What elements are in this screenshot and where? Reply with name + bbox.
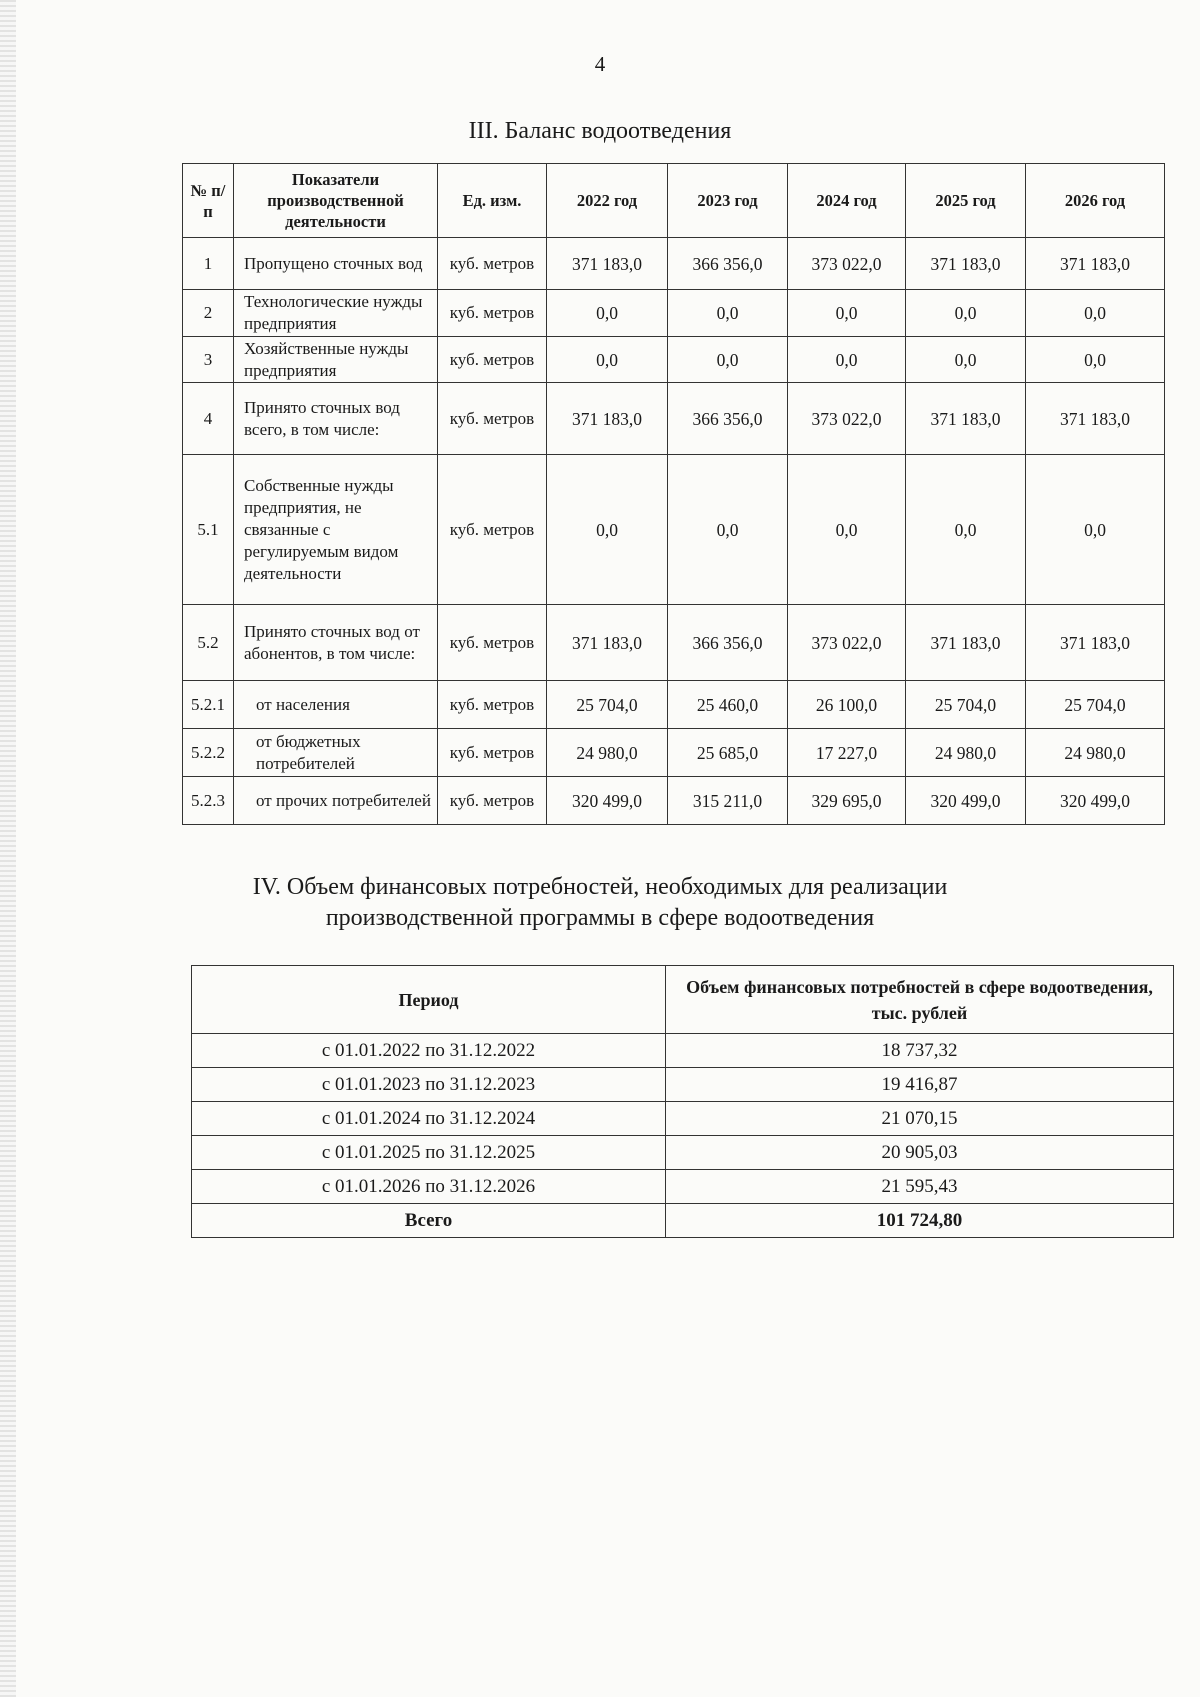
- row-value-2025: 371 183,0: [906, 383, 1026, 455]
- financial-needs-table: [191, 965, 1174, 1238]
- row-value-2026: 0,0: [1026, 290, 1165, 337]
- row-unit: куб. метров: [438, 383, 547, 455]
- row-value-2026: 371 183,0: [1026, 238, 1165, 290]
- row-value-2025: 0,0: [906, 455, 1026, 605]
- row-value-2025: 371 183,0: [906, 605, 1026, 681]
- row-number: 5.1: [183, 455, 234, 605]
- row-value-2025: 24 980,0: [906, 729, 1026, 777]
- row-value-2022: 371 183,0: [547, 605, 668, 681]
- row-indicator: от бюджетных потребителей: [234, 729, 438, 777]
- row-unit: куб. метров: [438, 337, 547, 383]
- row-value-2022: 25 704,0: [547, 681, 668, 729]
- section-4-title-text: IV. Объем финансовых потребностей, необходимых для реализации производственной программы в сфере водоотведения: [252, 874, 948, 931]
- table-row: [183, 238, 1165, 290]
- table-row: [183, 455, 1165, 605]
- row-number: 5.2.2: [183, 729, 234, 777]
- header-2022: 2022 год: [547, 164, 668, 238]
- row-value-2026: 0,0: [1026, 455, 1165, 605]
- row-indicator: Хозяйственные нужды предприятия: [234, 337, 438, 383]
- row-indicator: Технологические нужды предприятия: [234, 290, 438, 337]
- table-row: [192, 1136, 1174, 1170]
- row-unit: куб. метров: [438, 729, 547, 777]
- row-unit: куб. метров: [438, 681, 547, 729]
- row-amount: 19 416,87: [666, 1068, 1174, 1102]
- table-row: [183, 777, 1165, 825]
- header-2026: 2026 год: [1026, 164, 1165, 238]
- table-row: [192, 1102, 1174, 1136]
- table-row: [183, 729, 1165, 777]
- row-value-2024: 17 227,0: [788, 729, 906, 777]
- row-value-2023: 0,0: [668, 337, 788, 383]
- section-4-title: [0, 872, 1200, 934]
- row-period: с 01.01.2026 по 31.12.2026: [192, 1170, 666, 1204]
- header-2025: 2025 год: [906, 164, 1026, 238]
- header-period: Период: [192, 966, 666, 1034]
- row-amount: 21 595,43: [666, 1170, 1174, 1204]
- row-unit: куб. метров: [438, 290, 547, 337]
- table-row: [183, 383, 1165, 455]
- row-period: с 01.01.2025 по 31.12.2025: [192, 1136, 666, 1170]
- row-unit: куб. метров: [438, 777, 547, 825]
- row-value-2024: 373 022,0: [788, 238, 906, 290]
- total-amount: 101 724,80: [666, 1204, 1174, 1238]
- row-value-2025: 25 704,0: [906, 681, 1026, 729]
- row-value-2025: 371 183,0: [906, 238, 1026, 290]
- row-value-2023: 25 685,0: [668, 729, 788, 777]
- header-unit: Ед. изм.: [438, 164, 547, 238]
- row-value-2025: 0,0: [906, 290, 1026, 337]
- table-row: [183, 337, 1165, 383]
- row-value-2024: 329 695,0: [788, 777, 906, 825]
- page-number: 4: [594, 52, 606, 76]
- row-period: с 01.01.2023 по 31.12.2023: [192, 1068, 666, 1102]
- row-amount: 21 070,15: [666, 1102, 1174, 1136]
- row-unit: куб. метров: [438, 238, 547, 290]
- row-unit: куб. метров: [438, 455, 547, 605]
- row-value-2022: 371 183,0: [547, 383, 668, 455]
- header-number: № п/п: [183, 164, 234, 238]
- row-value-2025: 0,0: [906, 337, 1026, 383]
- header-2023: 2023 год: [668, 164, 788, 238]
- table-row: [192, 1034, 1174, 1068]
- table-row: [183, 605, 1165, 681]
- row-value-2022: 24 980,0: [547, 729, 668, 777]
- total-label: Всего: [192, 1204, 666, 1238]
- row-value-2023: 315 211,0: [668, 777, 788, 825]
- row-value-2024: 0,0: [788, 290, 906, 337]
- row-value-2023: 0,0: [668, 290, 788, 337]
- row-value-2022: 371 183,0: [547, 238, 668, 290]
- row-value-2022: 0,0: [547, 455, 668, 605]
- row-unit: куб. метров: [438, 605, 547, 681]
- scan-edge-artifact: [0, 0, 16, 1697]
- row-value-2024: 26 100,0: [788, 681, 906, 729]
- row-indicator: от прочих потребителей: [234, 777, 438, 825]
- row-amount: 18 737,32: [666, 1034, 1174, 1068]
- row-value-2022: 0,0: [547, 337, 668, 383]
- row-value-2024: 0,0: [788, 337, 906, 383]
- total-row: [192, 1204, 1174, 1238]
- header-amount: Объем финансовых потребностей в сфере водоотведения, тыс. рублей: [666, 966, 1174, 1034]
- row-value-2023: 366 356,0: [668, 238, 788, 290]
- row-number: 5.2.3: [183, 777, 234, 825]
- row-period: с 01.01.2024 по 31.12.2024: [192, 1102, 666, 1136]
- table-row: [183, 290, 1165, 337]
- row-indicator: Принято сточных вод всего, в том числе:: [234, 383, 438, 455]
- row-value-2024: 373 022,0: [788, 605, 906, 681]
- wastewater-balance-table: [182, 163, 1165, 825]
- table-header-row: [192, 966, 1174, 1034]
- header-indicator: Показатели производственной деятельности: [234, 164, 438, 238]
- row-number: 2: [183, 290, 234, 337]
- row-value-2023: 366 356,0: [668, 383, 788, 455]
- table-row: [183, 681, 1165, 729]
- section-3-title: III. Баланс водоотведения: [468, 118, 732, 144]
- row-value-2026: 0,0: [1026, 337, 1165, 383]
- header-2024: 2024 год: [788, 164, 906, 238]
- table-header-row: [183, 164, 1165, 238]
- row-amount: 20 905,03: [666, 1136, 1174, 1170]
- row-number: 3: [183, 337, 234, 383]
- row-indicator: Пропущено сточных вод: [234, 238, 438, 290]
- row-indicator: от населения: [234, 681, 438, 729]
- row-value-2026: 25 704,0: [1026, 681, 1165, 729]
- row-indicator: Принято сточных вод от абонентов, в том числе:: [234, 605, 438, 681]
- row-number: 5.2.1: [183, 681, 234, 729]
- row-value-2026: 371 183,0: [1026, 383, 1165, 455]
- row-value-2024: 0,0: [788, 455, 906, 605]
- row-number: 5.2: [183, 605, 234, 681]
- row-indicator: Собственные нужды предприятия, не связанные с регулируемым видом деятельности: [234, 455, 438, 605]
- row-value-2022: 0,0: [547, 290, 668, 337]
- row-value-2023: 0,0: [668, 455, 788, 605]
- row-value-2023: 25 460,0: [668, 681, 788, 729]
- row-value-2025: 320 499,0: [906, 777, 1026, 825]
- row-value-2022: 320 499,0: [547, 777, 668, 825]
- table-row: [192, 1068, 1174, 1102]
- row-value-2026: 24 980,0: [1026, 729, 1165, 777]
- row-value-2026: 320 499,0: [1026, 777, 1165, 825]
- row-period: с 01.01.2022 по 31.12.2022: [192, 1034, 666, 1068]
- row-value-2023: 366 356,0: [668, 605, 788, 681]
- row-number: 4: [183, 383, 234, 455]
- row-value-2026: 371 183,0: [1026, 605, 1165, 681]
- table-row: [192, 1170, 1174, 1204]
- row-number: 1: [183, 238, 234, 290]
- row-value-2024: 373 022,0: [788, 383, 906, 455]
